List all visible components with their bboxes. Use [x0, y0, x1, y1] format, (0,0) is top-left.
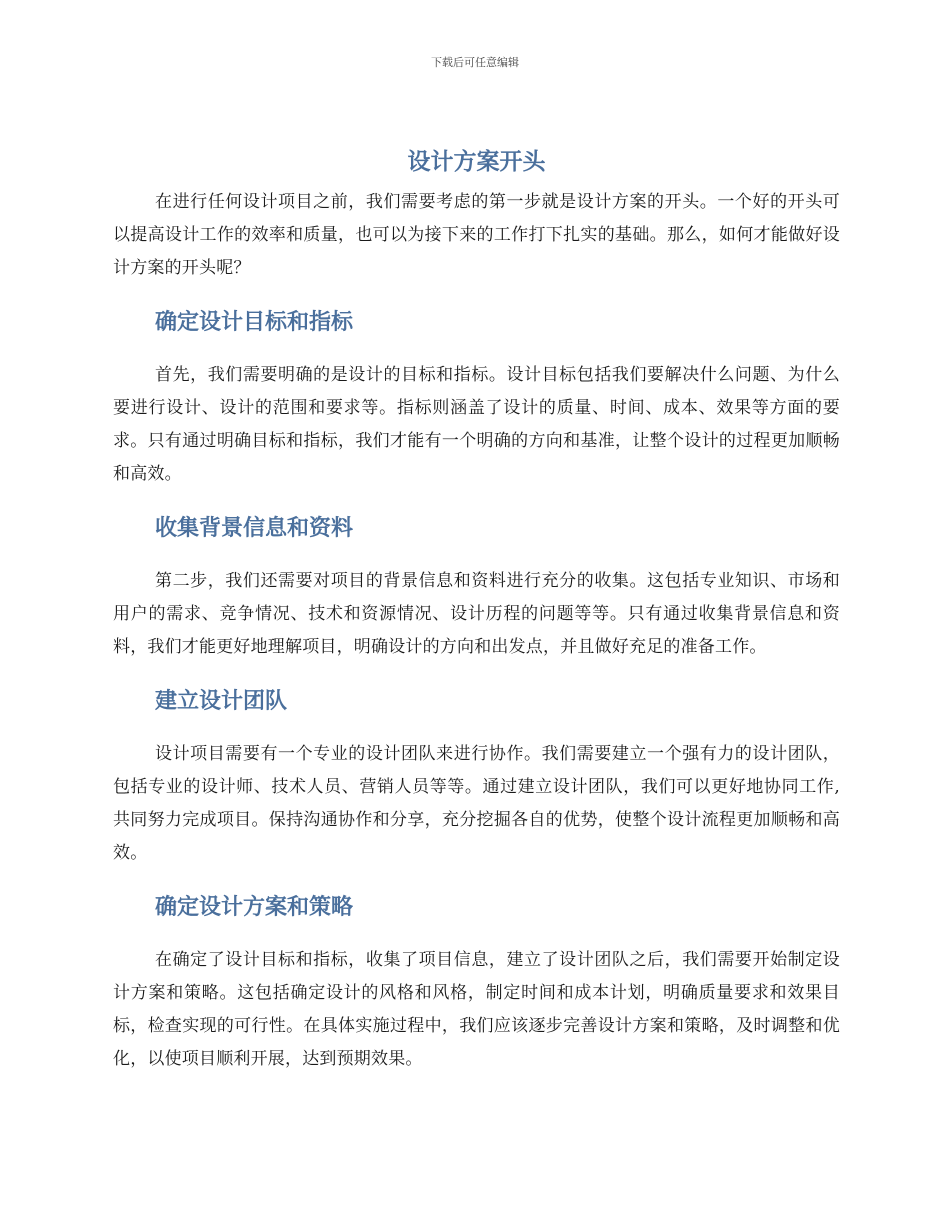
section-body-background: 第二步，我们还需要对项目的背景信息和资料进行充分的收集。这包括专业知识、市场和用户的需求、竞争情况、技术和资源情况、设计历程的问题等等。只有通过收集背景信息和资料，我们才能更好地理解项目，明确设计的方向和出发点，并且做好充足的准备工作。 — [113, 571, 840, 657]
section-body-strategy: 在确定了设计目标和指标，收集了项目信息，建立了设计团队之后，我们需要开始制定设计方案和策略。这包括确定设计的风格和风格，制定时间和成本计划，明确质量要求和效果目标，检查实现的可行性。在具体实施过程中，我们应该逐步完善设计方案和策略，及时调整和优化，以使项目顺利开展，达到预期效果。 — [113, 950, 840, 1069]
section-body-team: 设计项目需要有一个专业的设计团队来进行协作。我们需要建立一个强有力的设计团队，包括专业的设计师、技术人员、营销人员等等。通过建立设计团队，我们可以更好地协同工作,共同努力完成项目。保持沟通协作和分享，充分挖掘各自的优势，使整个设计流程更加顺畅和高效。 — [113, 744, 840, 863]
header-note: 下载后可任意编辑 — [431, 56, 519, 69]
section-heading-team: 建立设计团队 — [155, 689, 288, 714]
section-heading-strategy: 确定设计方案和策略 — [155, 895, 354, 920]
document-content — [113, 146, 840, 1076]
section-heading-background: 收集背景信息和资料 — [155, 516, 354, 541]
intro-paragraph: 在进行任何设计项目之前，我们需要考虑的第一步就是设计方案的开头。一个好的开头可以提高设计工作的效率和质量，也可以为接下来的工作打下扎实的基础。那么，如何才能做好设计方案的开头呢？ — [113, 192, 840, 278]
section-heading-goals: 确定设计目标和指标 — [155, 310, 354, 335]
section-body-goals: 首先，我们需要明确的是设计的目标和指标。设计目标包括我们要解决什么问题、为什么要进行设计、设计的范围和要求等。指标则涵盖了设计的质量、时间、成本、效果等方面的要求。只有通过明确目标和指标，我们才能有一个明确的方向和基准，让整个设计的过程更加顺畅和高效。 — [113, 365, 840, 484]
document-title: 设计方案开头 — [407, 149, 546, 175]
